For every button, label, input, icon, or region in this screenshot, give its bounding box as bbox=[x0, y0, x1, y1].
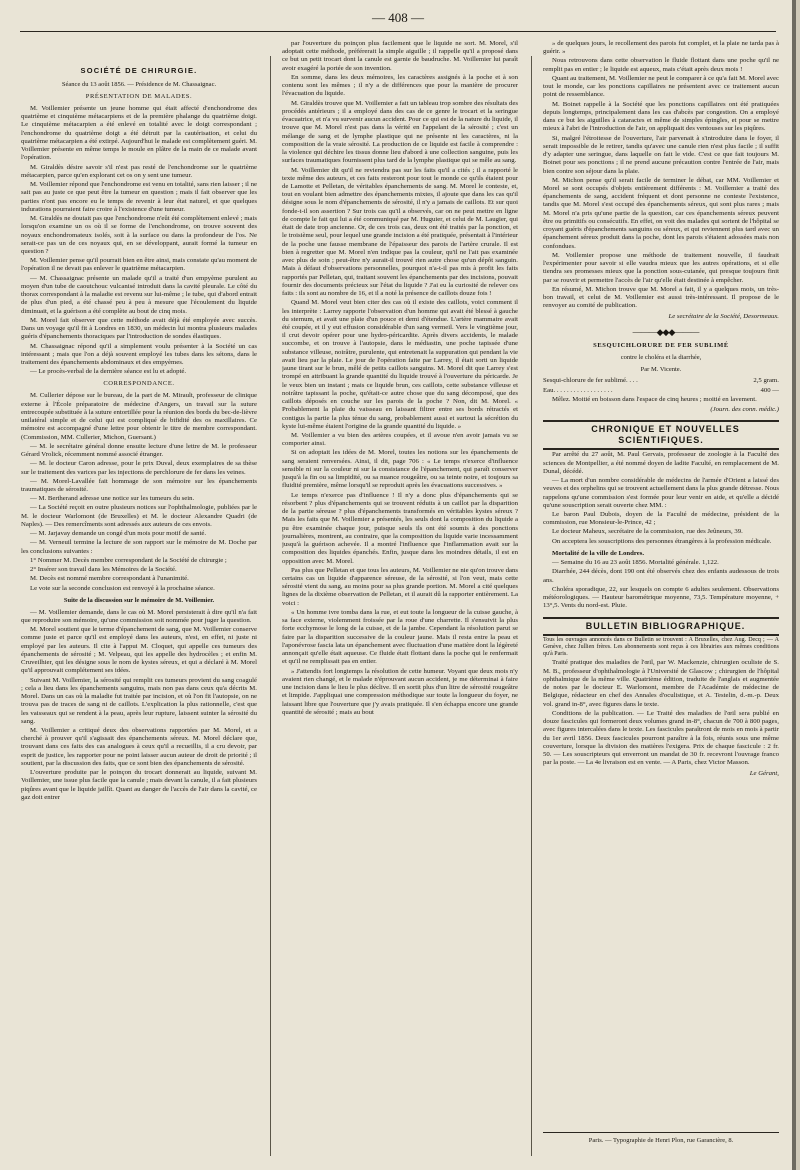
paragraph: Quant au traitement, M. Voillemier ne peut le comparer à ce qu'a fait M. Morel avec tout le monde, car les ponctions capillaires ne présentent avec ce traitement aucun point de ressemblance. bbox=[543, 74, 779, 99]
paragraph: Pas plus que Pelletan et que tous les auteurs, M. Voillemier ne nie qu'on trouve dans certains cas un liquide d'apparence séreuse, de la sérosité, si l'on veut, mais cette sérosité vient du sang, au moins pour sa plus grande portion. M. Morel a cité quelques lignes de la dixième observation de Pelletan, et il aurait dû la rapporter entièrement. La voici : bbox=[282, 566, 518, 607]
paragraph: On acceptera les souscriptions des personnes étrangères à la profession médicale. bbox=[552, 537, 772, 545]
paragraph: M. Giraldès désire savoir s'il n'est pas resté de l'enchondrome sur le quatrième métacarpien, parce qu'en explorant cet os on y sent une tumeur. bbox=[21, 163, 257, 179]
page-number: — 408 — bbox=[372, 10, 424, 25]
paragraph: M. Giraldès trouve que M. Voillemier a fait un tableau trop sombre des résultats des procédés antérieurs ; il a employé dans des cas de ce genre le trocart et la seringue évacuatrice, et n'a vu survenir aucun accident. Pour ce qui est de la nature du liquide, il trouve que M. Morel n'est pas dans la vérité en l'appelant de la sérosité ; c'est un mélange de sang et de lymphe plastique qui ne présente ni les caractères, ni la composition de la vraie sérosité. La production de ce liquide est facile à comprendre : la violence qui déchire les tissus donne lieu d'abord à une collection sanguine, puis les surfaces traumatiques fournissent plus tard de la lymphe plastique qui se mêle au sang. bbox=[282, 99, 518, 165]
paragraph: L'ouverture produite par le poinçon du trocart donnerait au liquide, suivant M. Voillemier, une issue plus facile que la canule ; mais devant la canule, il a fait plusieurs piqûres avant que le liquide jaillît. Quant au danger de l'accès de l'air dans la cavité, ce gaz doit entrer bbox=[21, 769, 257, 801]
paragraph: M. Voillemier présente un jeune homme qui était affecté d'enchondrome des quatrième et cinquième métacarpiens et de la première phalange du quatrième doigt. Le cinquième métacarpien a été enlevé en totalité avec le doigt correspondant ; l'enchondrome du quatrième doigt a été détruit par la cautérisation, et celui du quatrième métacarpien a été extirpé. Aujourd'hui le malade est complètement guéri. M. Voillemier présente en même temps le moule en plâtre de la main de ce malade avant l'opération. bbox=[21, 104, 257, 162]
paragraph: M. Cullerier dépose sur le bureau, de la part de M. Mirault, professeur de clinique externe à l'École préparatoire de médecine d'Angers, un travail sur la suture entrecoupée substituée à la suture entortillée pour la réunion des bords du bec-de-lièvre unilatéral simple et de celui qui est compliqué de bifidité des os maxillaires. Ce mémoire est accompagné d'une lettre pour obtenir le titre de membre correspondant. (Commission, MM. Cullerier, Michon, Guersant.) bbox=[21, 392, 257, 441]
subheading: CORRESPONDANCE. bbox=[103, 380, 175, 388]
paragraph: Si, malgré l'étroitesse de l'ouverture, l'air parvenait à s'introduire dans le foyer, il serait impossible de le retirer, tandis qu'avec une canule rien n'est plus facile ; il suffit d'y adapter une seringue, dans laquelle on fait le vide. C'est ce que fait toujours M. Boinet pour ses ponctions ; il ne prend aucune précaution contre l'entrée de l'air, mais bien contre son séjour dans la plaie. bbox=[543, 134, 779, 175]
paragraph: Diarrhée, 244 décès, dont 190 ont été observés chez des enfants audessous de trois ans. bbox=[543, 568, 779, 584]
column-divider bbox=[531, 56, 532, 1156]
column-1 bbox=[21, 62, 257, 1158]
paragraph: — Semaine du 16 au 23 août 1856. Mortalité générale. 1,122. bbox=[552, 559, 719, 567]
paragraph: M. Morel soutient que le terme d'épanchement de sang, que M. Voillemier conserve comme juste et parce qu'il est employé dans les auteurs, n'est, en effet, ni juste ni employé par les auteurs. Il cite à l'appui M. Cloquet, qui appelle ces tumeurs des épanchements de sérosité ; M. Velpeau, qui les appelle des hydrocèles ; et enfin M. Cruveilhier, qui les désigne sous le nom de kystes séreux, et qui a déclaré à M. Morel qu'il approuvait complétement ses idées. bbox=[21, 626, 257, 675]
paragraph: 1° Nommer M. Decès membre correspondant de la Société de chirurgie ; bbox=[30, 556, 227, 564]
formula-line bbox=[543, 377, 779, 385]
paragraph: — La mort d'un nombre considérable de médecins de l'armée d'Orient a laissé des veuves et des orphelins qui se trouvent actuellement dans la plus grande détresse. Nous rappelons qu'une commission s'est formée pour leur venir en aide, et qu'elle a décidé qu'une souscription serait ouverte chez MM. : bbox=[543, 477, 779, 509]
paragraph: par l'ouverture du poinçon plus facilement que le liquide ne sort. M. Morel, s'il adoptait cette méthode, préférerait la simple aiguille ; il rappelle qu'il a proposé dans ce but un petit trocart dont la canule est garnie de baudruche. M. Voillemier lui paraît avoir exagéré la portée de son invention. bbox=[282, 40, 518, 72]
paragraph: Le temps n'exerce pas d'influence ! Il n'y a donc plus d'épanchements qui se résorbent ? plus d'épanchements qui se trouvent réduits à un caillot par la disparition de la partie séreuse ? plus d'épanchements transformés en véritables kystes séreux ? Mais les faits que M. Voillemier a présentés, les seuls dont la composition du liquide a pu être examinée chaque jour, puisque seuls ils ont été soumis à des ponctions journalières, montrent, au contraire, que la composition du liquide varie incessamment jusqu'à la guérison achevée. Il a montré l'influence que l'inflammation avait sur la composition des liquides épanchés. Enfin, jusque dans les moindres détails, il est en opposition avec M. Morel. bbox=[282, 491, 518, 565]
paragraph: M. Voillemier répond que l'enchondrome est venu en totalité, sans rien laisser ; il ne sait pas au juste ce que peut être la tumeur en question ; mais il fait observer que les parties n'ont pas encore eu le temps de revenir à leur état naturel, et que quelques indurations pourraient faire croire à l'existence d'une tumeur. bbox=[21, 181, 257, 213]
paragraph: Quand M. Morel veut bien citer des cas où il existe des caillots, voici comment il les interprète : Larrey rapporte l'observation d'un homme qui avait été blessé à gauche du sternum, et avait une plaie d'un pouce et demi d'étendue. L'artère mammaire avait été coupée, et il y eut effusion considérable d'un sang vermeil. Vers le vingtième jour, il crut devoir opérer pour une hydro-péricardite. Après divers accidents, le malade succombe, et on trouve à l'autopsie, dans le médiastin, une poche tapissée d'une substance villeuse, noirâtre, purulente, qui entretenait la suppuration qui pendant la vie avait lieu par la plaie. Le jour de l'opération faite par Larrey, il était sorti un liquide jaune tirant sur le brun, mêlé de petits caillots sanguins. M. Morel dit que Larrey s'est trompé en attribuant la grande quantité du liquide trouvé à l'ouverture du péricarde. Je le veux bien un instant ; mais ce liquide brun, ces caillots, cette substance villeuse et noirâtre tapissant la poche, qu'était-ce autre chose que du sang décomposé, que des caillots déposés en couche sur les parois de la poche ? Non, dit M. Morel. « Probablement la plaie du vaisseau en laissant filtrer entre ses bords rétractés et contigus la partie la plus ténue du sang, probablement aussi et surtout la sécrétion du kyste lui-même étaient l'origine de la grande quantité du liquide. » bbox=[282, 299, 518, 430]
mortality-heading: Mortalité de la ville de Londres. bbox=[552, 549, 645, 557]
paragraph: Nous retrouvons dans cette observation le fluide flottant dans une poche qu'il ne remplit pas en entier ; le liquide est aqueux, mais c'était après deux mois ! bbox=[543, 57, 779, 73]
paragraph: — Le procès-verbal de la dernière séance est lu et adopté. bbox=[30, 368, 187, 376]
paragraph: « Un homme ivre tomba dans la rue, et eut toute la longueur de la cuisse gauche, à sa face externe, violemment froissée par la roue d'une charrette. Il s'ensuivit la plus forte ecchymose le long de la cuisse, et de la jambe. Cependant la résolution parut se faire par la disparition successive de la couleur jaune. Mais il resta entre la peau et l'aponévrose fascia lata un épanchement avec fluctuation d'une matière dont la légèreté annonçait qu'elle était aqueuse. Ce fluide était flottant dans la poche qui le renfermait et qu'il ne remplissait pas en entier. bbox=[282, 608, 518, 666]
page-header bbox=[20, 4, 776, 32]
paragraph: Le baron Paul Dubois, doyen de la Faculté de médecine, président de la commission, rue Monsieur-le-Prince, 42 ; bbox=[543, 510, 779, 527]
formula-value: 400 — bbox=[760, 386, 779, 394]
paragraph: Si on adoptait les idées de M. Morel, toutes les notions sur les épanchements de sang seraient renversées. Ainsi, il dit, page 706 : « Le temps n'exerce d'influence sensible ni sur la couleur ni sur la consistance de l'épanchement, qui paraît conserver jusqu'à la fin ou sa limpidité, ou sa nuance rougeâtre, ou sa teinte noire, et toujours sa fluidité première, même lorsqu'il se reproduit après les évacuations successives. » bbox=[282, 449, 518, 490]
chronicle-title: CHRONIQUE ET NOUVELLES SCIENTIFIQUES. bbox=[543, 420, 779, 450]
formula-source: (Journ. des conn. médic.) bbox=[710, 406, 779, 414]
column-divider bbox=[270, 56, 271, 1156]
gerant-line: Le Gérant, bbox=[749, 769, 779, 777]
signature: Le secrétaire de la Société, Desormeaux. bbox=[668, 312, 779, 320]
section-title: SOCIÉTÉ DE CHIRURGIE. bbox=[80, 66, 198, 75]
paragraph: Suivant M. Voillemier, la sérosité qui remplit ces tumeurs provient du sang coagulé ; cela a lieu dans les épanchements sanguins, mais non pas dans ceux qu'a décrits M. Morel. Dans un cas où la maladie fut traitée par incision, et où l'on fit l'autopsie, on ne trouva pas de traces de sang ni de caillots. L'explication la plus rationnelle, c'est que les vaisseaux qui se rendent à la peau, après leur rupture, laissent suinter la sérosité du sang. bbox=[21, 676, 257, 725]
paragraph: — M. Jarjavay demande un congé d'un mois pour motif de santé. bbox=[30, 530, 207, 538]
paragraph: M. Giraldès ne doutait pas que l'enchondrome n'eût été complètement enlevé ; mais lorsqu'on examine un os où il se forme de l'enchondrome, on trouve souvent des noyaux enchondromateux isolés, soit à la surface ou dans la profondeur de l'os. Ne serait-ce pas un de ces noyaux qui, en se développant, aurait formé la tumeur en question ? bbox=[21, 215, 257, 255]
formula-title: SESQUICHLORURE DE FER SUBLIMÉ bbox=[593, 341, 729, 349]
paragraph: Choléra sporadique, 22, sur lesquels on compte 6 adultes seulement. Observations météorologiques. — Hauteur barométrique moyenne, 73,5. Température moyenne, + 13°,5. Vents du nord-est. Pluie. bbox=[543, 585, 779, 610]
formula-subtitle: contre le choléra et la diarrhée, bbox=[620, 353, 702, 361]
paragraph-group bbox=[21, 392, 257, 592]
paragraph: — La Société reçoit en outre plusieurs notices sur l'ophthalmologie, publiées par le M. le docteur Warlomont (de Bruxelles) et M. le docteur Alexandre Quadri (de Naples). — Des remercîments sont adressés aux auteurs de ces envois. bbox=[21, 504, 257, 528]
paragraph-group bbox=[21, 105, 257, 377]
paragraph-group bbox=[543, 559, 779, 610]
column-2 bbox=[282, 40, 518, 1136]
paragraph: — M. Morel-Lavallée fait hommage de son mémoire sur les épanchements traumatiques de sérosité. bbox=[21, 477, 257, 493]
formula-text: Mêlez. Moitié en boisson dans l'espace de cinq heures ; moitié en lavement. bbox=[552, 395, 757, 403]
paragraph: M. Voillemier dit qu'il ne reviendra pas sur les faits qu'il a cités ; il a rapporté le texte même des auteurs, et ces faits resteront pour tout le monde ce qu'ils étaient pour de Lamotte et Pelletan, de véritables épanchements de sang. M. Morel le conteste, et, tout en voulant bien admettre des épanchements mixtes, il ajoute que dans les cas qu'il désigne sous le nom d'épanchements de sérosité, il n'y a jamais de caillots. Et sur quoi fonde-t-il son assertion ? Sur trois cas qu'il a observés, car on ne peut mettre en ligne de compte le fait qui lui a été communiqué par M. Huguier, et celui de M. Laugier, qui était de date trop ancienne. Or, de ces trois cas, deux ont été traités par la ponction, et le troisième seul, pour lequel une grande incision a été pratiquée, présentait à l'intérieur de la poche une fausse membrane de l'épaisseur des parois de l'artère crurale. Il est bien à regretter que M. Morel n'en indique pas la couleur, qu'il ne l'ait pas examinée avec plus de soin ; peut-être n'y aurait-il trouvé rien autre chose qu'un dépôt sanguin. Mais à défaut d'observations personnelles, pourquoi n'a-t-il pas mis à profit les faits rapportés par Pelletan, qui, traitant souvent les épanchements par des incisions, pouvait fournir des documents précieux sur l'état du liquide ? J'ai eu la curiosité de relever ces faits : ils sont au nombre de 16, et il a noté la présence de caillots douze fois ! bbox=[282, 166, 518, 298]
column-3 bbox=[543, 40, 779, 1128]
paragraph-group bbox=[543, 659, 779, 767]
subheading: PRÉSENTATION DE MALADES. bbox=[85, 93, 193, 101]
formula-author: Par M. Vicente. bbox=[640, 365, 682, 373]
paragraph: — M. Bertherand adresse une notice sur les tumeurs du sein. bbox=[30, 495, 195, 503]
bulletin-intro: Tous les ouvrages annoncés dans ce Bulletin se trouvent : A Bruxelles, chez Aug. Decq ; — A Genève, chez Jullien frères. Les abonnements sont reçus à ces librairies aux mêmes conditions qu'à Paris. bbox=[543, 636, 779, 658]
paragraph: M. Michon pense qu'il serait facile de terminer le débat, car MM. Voillemier et Morel se sont occupés d'objets entièrement différents : M. Voillemier a traité des épanchements de sang, accident fréquent et dont personne ne conteste l'existence, tandis que M. Morel s'est occupé des épanchements séreux, qui sont plus rares ; mais M. Morel n'a pris qu'une partie de la question, car ces épanchements séreux peuvent être ou primitifs ou consécutifs. En effet, on voit des malades qui sortent de l'hôpital se croyant guéris d'épanchements sanguins ou séreux, et qui reviennent plus tard avec un épanchement séreux produit dans la poche, dont les parois s'étaient adossées mais non confondues. bbox=[543, 176, 779, 250]
paragraph-group bbox=[543, 40, 779, 311]
paragraph: — M. Verneuil termine la lecture de son rapport sur le mémoire de M. Doche par les conclusions suivantes : bbox=[21, 539, 257, 555]
paragraph-group bbox=[282, 40, 518, 717]
bulletin-title: BULLETIN BIBLIOGRAPHIQUE. bbox=[543, 617, 779, 636]
paragraph-group bbox=[543, 451, 779, 546]
paragraph: Par arrêté du 27 août, M. Paul Gervais, professeur de zoologie à la Faculté des sciences de Montpellier, a été nommé doyen de ladite Faculté, en remplacement de M. Dunal, décédé. bbox=[543, 451, 779, 475]
page-edge bbox=[792, 0, 796, 1170]
formula-label: Eau. . . . . . . . . . . . . . . . . . bbox=[543, 386, 613, 394]
formula-label: Sesqui-chlorure de fer sublimé. . . . bbox=[543, 377, 638, 385]
formula-value: 2,5 gram. bbox=[753, 377, 779, 385]
paragraph: » de quelques jours, le recollement des parois fut complet, et la plaie ne tarda pas à guérir. » bbox=[543, 40, 779, 56]
paragraph: M. Voillemier a critiqué deux des observations rapportées par M. Morel, et a cherché à prouver qu'il s'agissait des épanchements séreux. M. Morel déclare que, trouvant dans ces faits des cas analogues à ceux qu'il a recueillis, il a cru devoir, par esprit de justice, les rapporter pour ne point laisser aucun auteur de droit de priorité ; il soutient, par la discussion des faits, que ce sont bien des épanchements de sérosité. bbox=[21, 727, 257, 767]
paragraph: M. Voillemier propose une méthode de traitement nouvelle, il faudrait l'expérimenter pour savoir si elle vaudra mieux que les autres opérations, et si elle tiendra ses promesses mieux que la ponction sous-cutanée, qui presque toujours finit par se rouvrir et permettre l'accès de l'air qu'elle était destinée à empêcher. bbox=[543, 251, 779, 284]
paragraph: 2° Insérer son travail dans les Mémoires de la Société. bbox=[30, 566, 177, 574]
subheading: Suite de la discussion sur le mémoire de M. Voillemier. bbox=[63, 596, 215, 604]
paragraph: — M. Voillemier demande, dans le cas où M. Morel persisterait à dire qu'il n'a fait que reproduire son mémoire, qu'une commission soit nommée pour juger la question. bbox=[21, 608, 257, 624]
paragraph: » J'attendis fort longtemps la résolution de cette humeur. Voyant que deux mois n'y avaient rien changé, et le malade n'éprouvant aucun accident, je me déterminai à faire une incision dans le lieu le plus déclive. Il en sortit plus d'un litre de sérosité rougeâtre et limpide. J'appliquai une compression méthodique sur toute la longueur du foyer, ne laissant libre que l'ouverture que j'y avais pratiquée. Il s'en échappa encore une grande quantité de sérosité ; mais au bout bbox=[282, 667, 518, 716]
paragraph: M. Voillemier a vu bien des artères coupées, et il avoue n'en avoir jamais vu se comporter ainsi. bbox=[282, 432, 518, 448]
imprint-line: Paris. — Typographie de Henri Plon, rue Garancière, 8. bbox=[543, 1132, 779, 1144]
paragraph-group bbox=[21, 609, 257, 802]
formula-line bbox=[543, 387, 779, 395]
paragraph: M. Voillemier pense qu'il pourrait bien en être ainsi, mais constate qu'au moment de l'opération il ne devait pas enlever le quatrième métacarpien. bbox=[21, 257, 257, 273]
paragraph: — M. le secrétaire général donne ensuite lecture d'une lettre de M. le professeur Gérard Vrolick, récemment nommé associé étranger. bbox=[21, 442, 257, 459]
paragraph: Le vote sur la seconde conclusion est renvoyé à la prochaine séance. bbox=[30, 584, 215, 592]
paragraph: M. Boinet rappelle à la Société que les ponctions capillaires ont été pratiquées depuis longtemps, principalement dans les cas d'abcès par congestion. On a employé dans ce but les aiguilles à cataractes et même de simples épingles, et pour se mettre mieux à l'abri de l'introduction de l'air, on appliquait des ventouses sur les piqûres. bbox=[543, 100, 779, 133]
paragraph: En résumé, M. Michon trouve que M. Morel a fait, il y a quelques mois, un très-bon travail, et celui de M. Voillemier est aussi très-intéressant. Il propose de le renvoyer au comité de publication. bbox=[543, 285, 779, 310]
paragraph: — M. Chassaignac présente un malade qu'il a traité d'un empyème purulent au moyen d'un tube de caoutchouc vulcanisé introduit dans la cavité pleurale. Le côté du thorax correspondant à la maladie est revenu sur lui-même ; le tube, qui d'abord entrait de plus d'un pied, a été chassé peu à peu à mesure que l'écoulement du liquide diminuait, et la guérison a été complète au bout de cinq mois. bbox=[21, 274, 257, 315]
session-line: Séance du 13 août 1856. — Présidence de M. Chassaignac. bbox=[61, 81, 217, 89]
paragraph: Le docteur Maheux, secrétaire de la commission, rue des Jeûneurs, 39. bbox=[552, 528, 743, 536]
paragraph: En somme, dans les deux mémoires, les caractères assignés à la poche et à son contenu sont les mêmes ; il n'y a de différences que pour la manière de procurer l'évacuation du liquide. bbox=[282, 73, 518, 98]
ornament-divider: ———◆◆◆——— bbox=[632, 326, 699, 337]
paragraph: M. Decès est nommé membre correspondant à l'unanimité. bbox=[30, 575, 189, 583]
paragraph: — M. le docteur Caron adresse, pour le prix Duval, deux exemplaires de sa thèse sur le traitement des varices par les injections de perchlorure de fer dans les veines. bbox=[21, 460, 257, 476]
paragraph: Traité pratique des maladies de l'œil, par W. Mackenzie, chirurgien oculiste de S. M. B., professeur d'ophthalmologie à l'Université de Glascow ; chirurgien de l'hôpital ophthalmique de la même ville. Quatrième édition, traduite de l'anglais et augmentée de notes par le docteur E. Warlomont, membre de l'Académie de médecine de Belgique, rédacteur en chef des Annales d'oculistique, et A. Testelin, d.-m.-p. Deux vol. grand in-8°, avec figures dans le texte. bbox=[543, 659, 779, 708]
paragraph: M. Chassaignac répond qu'il a simplement voulu présenter à la Société un cas intéressant ; mais que l'on a déjà souvent employé les tubes dans les sétons, dans le traitement des épanchements abdominaux et des empyèmes. bbox=[21, 342, 257, 367]
paragraph: Conditions de la publication. — Le Traité des maladies de l'œil sera publié en douze fascicules qui formeront deux volumes grand in-8°, chacun de 700 à 800 pages, avec figures intercalées dans le texte. Les fascicules paraîtront de mois en mois à partir du 1er avril 1856. Deux fascicules pourront paraître à la fois, réunis sous une même couverture, lorsque la division des matières l'exigera. Prix de chaque fascicule : 2 fr. 50. — Les souscripteurs qui enverront un mandat de 30 fr. recevront l'ouvrage franco par la poste. — La 4e livraison est en vente. — A Paris, chez Victor Masson. bbox=[543, 709, 779, 767]
paragraph: M. Morel fait observer que cette méthode avait déjà été employée avec succès. Dans un voyage qu'il fit à Londres en 1830, un médecin lui montra plusieurs malades guéris d'épanchements thoraciques par l'introduction de sondes élastiques. bbox=[21, 316, 257, 341]
header-rule bbox=[20, 31, 776, 32]
